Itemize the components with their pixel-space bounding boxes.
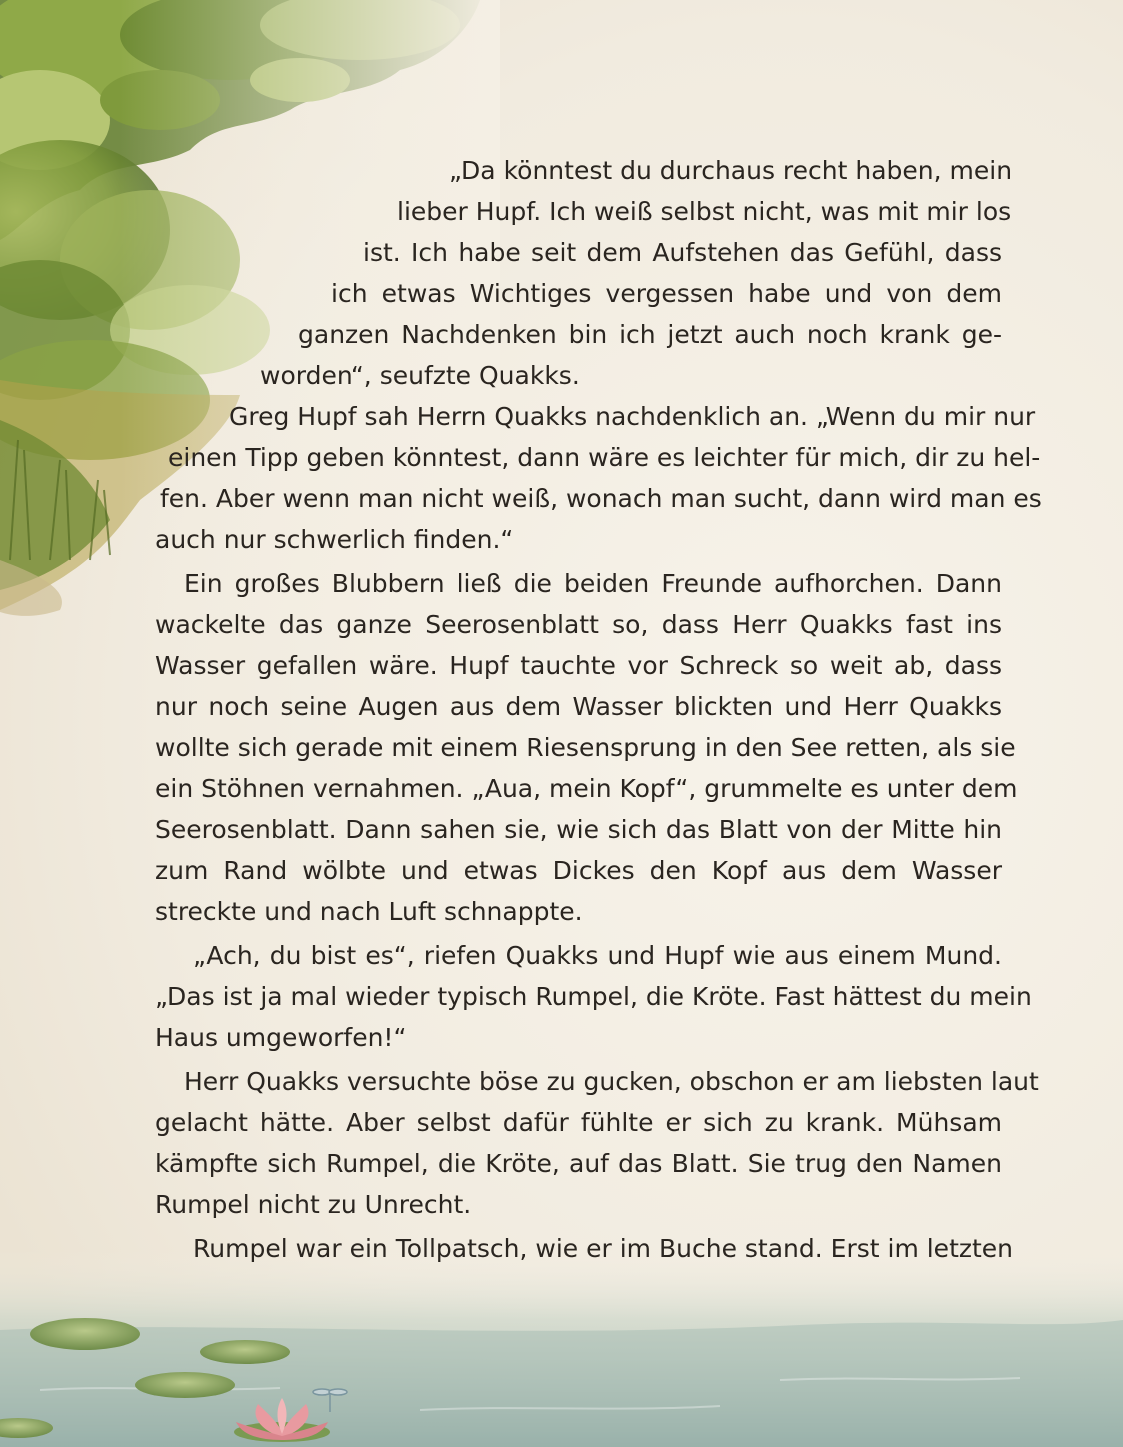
text-line: Greg Hupf sah Herrn Quakks nachdenklich an. „Wenn du mir nur — [229, 402, 1036, 431]
text-line: Ein großes Blubbern ließ die beiden Freunde aufhorchen. Dann — [184, 569, 1002, 598]
text-line: wackelte das ganze Seerosenblatt so, dass Herr Quakks fast ins — [155, 610, 1002, 639]
text-line: Seerosenblatt. Dann sahen sie, wie sich das Blatt von der Mitte hin — [155, 815, 1002, 844]
text-line: kämpfte sich Rumpel, die Kröte, auf das Blatt. Sie trug den Namen — [155, 1149, 1002, 1178]
text-line: streckte und nach Luft schnappte. — [155, 897, 583, 926]
text-line: lieber Hupf. Ich weiß selbst nicht, was mit mir los — [397, 197, 1012, 226]
text-line: Haus umgeworfen!“ — [155, 1023, 407, 1052]
text-line: Rumpel nicht zu Unrecht. — [155, 1190, 472, 1219]
text-line: auch nur schwerlich finden.“ — [155, 525, 514, 554]
text-line: wollte sich gerade mit einem Riesensprung in den See retten, als sie — [155, 733, 1016, 762]
text-line: Wasser gefallen wäre. Hupf tauchte vor Schreck so weit ab, dass — [155, 651, 1002, 680]
text-line: fen. Aber wenn man nicht weiß, wonach man sucht, dann wird man es — [160, 484, 1042, 513]
text-line: Rumpel war ein Tollpatsch, wie er im Buche stand. Erst im letzten — [193, 1234, 1014, 1263]
text-line: ich etwas Wichtiges vergessen habe und von dem — [331, 279, 1002, 308]
text-line: nur noch seine Augen aus dem Wasser blickten und Herr Quakks — [155, 692, 1002, 721]
pond — [0, 1250, 1123, 1447]
text-line: ganzen Nachdenken bin ich jetzt auch noch krank ge- — [298, 320, 1002, 349]
text-line: gelacht hätte. Aber selbst dafür fühlte er sich zu krank. Mühsam — [155, 1108, 1002, 1137]
text-line: worden“, seufzte Quakks. — [260, 361, 580, 390]
text-line: „Ach, du bist es“, riefen Quakks und Hupf wie aus einem Mund. — [193, 941, 1002, 970]
text-line: ein Stöhnen vernahmen. „Aua, mein Kopf“, grummelte es unter dem — [155, 774, 1018, 803]
text-line: „Da könntest du durchaus recht haben, mein — [449, 156, 1013, 185]
text-line: zum Rand wölbte und etwas Dickes den Kopf aus dem Wasser — [155, 856, 1002, 885]
text-line: ist. Ich habe seit dem Aufstehen das Gefühl, dass — [363, 238, 1002, 267]
text-line: „Das ist ja mal wieder typisch Rumpel, die Kröte. Fast hättest du mein — [155, 982, 1032, 1011]
text-line: Herr Quakks versuchte böse zu gucken, obschon er am liebsten laut — [184, 1067, 1039, 1096]
text-line: einen Tipp geben könntest, dann wäre es leichter für mich, dir zu hel- — [168, 443, 1041, 472]
